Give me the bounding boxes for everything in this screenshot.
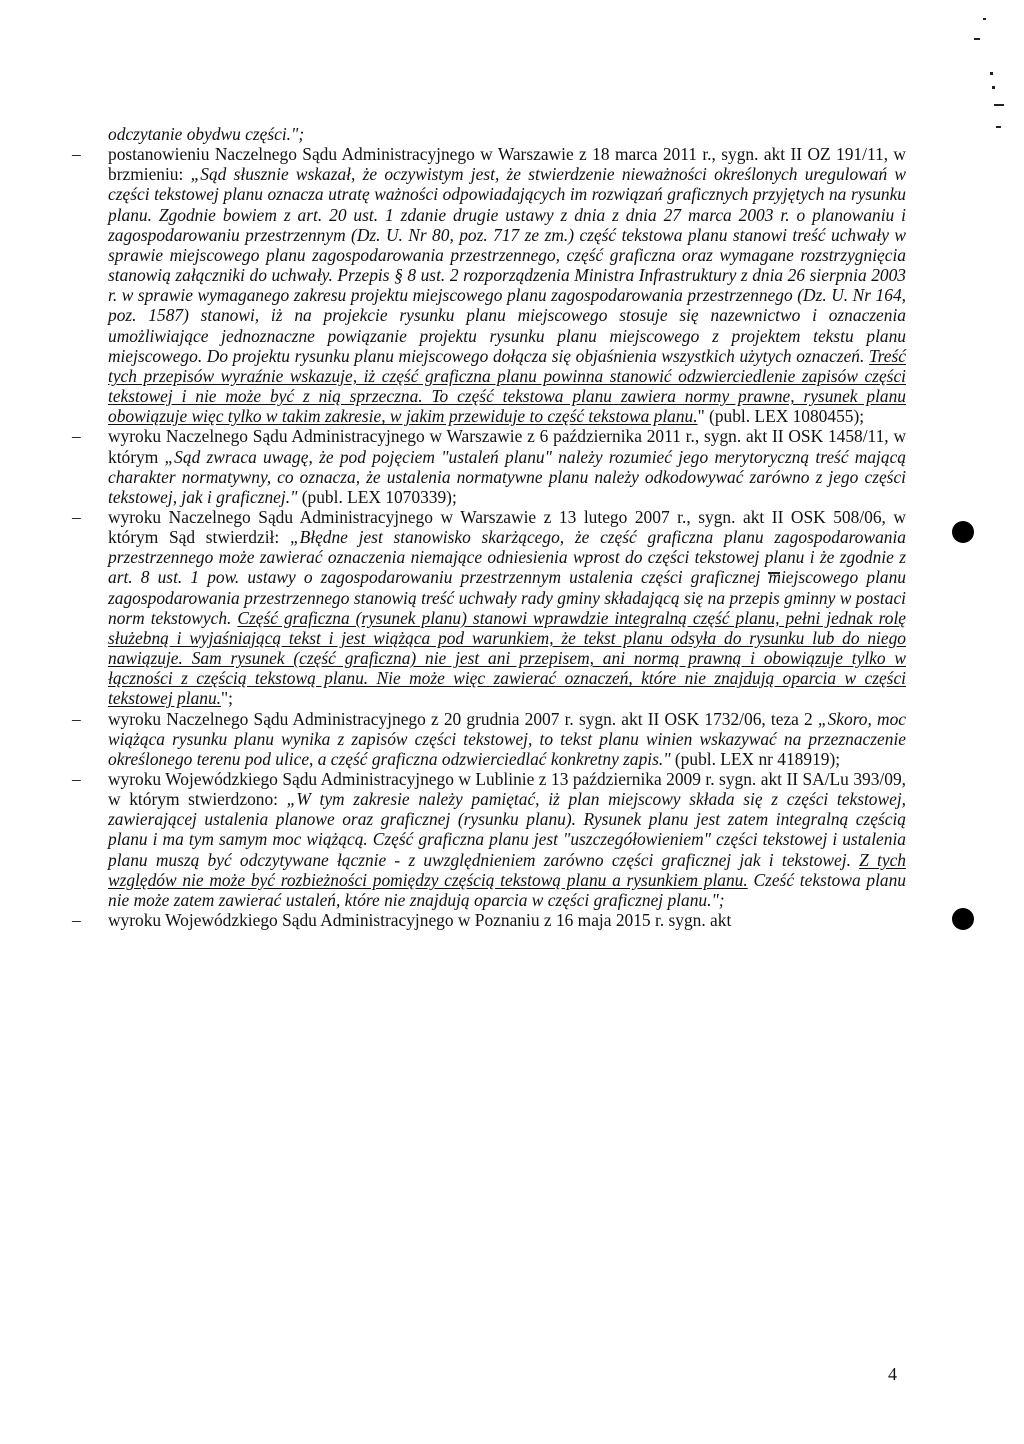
citation-text: "; <box>221 688 233 709</box>
quoted-text: „W tym zakresie należy pamiętać, iż plan miejscowy składa się z części tekstowej, zawierającej ustalenia planowe oraz graficznej (rysunku planu). Rysunek planu jest zatem integralną częścią planu i ma tym samym moc wiążącą. Część graficzna planu jest "uszczegółowieniem" części tekstowej i ustalenia planu muszą być odczytywane łącznie - z uwzględnieniem zarówno części graficznej jak i tekstowej. <box>108 789 906 870</box>
citation-text: (publ. LEX 1070339); <box>297 486 457 507</box>
scan-speck <box>994 104 1004 106</box>
scan-speck <box>974 38 980 40</box>
citation-text: wyroku Wojewódzkiego Sądu Administracyjnego w Poznaniu z 16 maja 2015 r. sygn. akt <box>108 910 732 931</box>
underlined-quote: Treść tych przepisów wyraźnie wskazuje, iż część graficzna planu powinna stanowić odzwierciedlenie zapisów części tekstowej i nie może być z nią sprzeczna. To część tekstowa planu zawiera normy prawne, rysunek planu obowiązuje więc tylko w takim zakresie, w jakim przewiduje to część tekstowa planu. <box>108 345 906 427</box>
quoted-text: „Sąd zwraca uwagę, że pod pojęciem "ustaleń planu" należy rozumieć jego merytoryczną treść mającą charakter normatywny, co oznacza, że ustalenia normatywne planu należy odkodowywać zarówno z jego części tekstowej, jak i graficznej." <box>108 446 906 507</box>
page-number: 4 <box>888 1364 897 1384</box>
citation-item <box>72 708 906 769</box>
citation-text: postanowieniu Naczelnego Sądu Administracyjnego w Warszawie z 18 marca 2011 r., sygn. akt II OZ 191/11, w brzmieniu: <box>108 144 906 185</box>
citation-text: " (publ. LEX 1080455); <box>697 406 865 427</box>
citation-text: wyroku Naczelnego Sądu Administracyjnego w Warszawie z 13 lutego 2007 r., sygn. akt II OSK 508/06, w którym Sąd stwierdził: <box>108 506 906 548</box>
scan-speck <box>990 72 993 75</box>
quoted-text: „Błędne jest stanowisko skarżącego, że część graficzna planu zagospodarowania przestrzennego może zawierać oznaczenia niemające odniesienia wprost do części tekstowej planu i że zgodnie z art. 8 ust. 1 pow. ustawy o zagospodarowaniu przestrzennym ustalenia części graficznej miejscowego planu zagospodarowania przestrzennego stanowią treść uchwały rady gminy składającą się na przepis gminny w postaci norm tekstowych. <box>108 527 907 628</box>
citation-list <box>72 144 907 931</box>
quoted-text: „Skoro, moc wiążąca rysunku planu wynika z zapisów części tekstowej, to tekst planu winien wskazywać na przeznaczenie określonego terenu pod ulice, a część graficzna odzwierciedlać konkretny zapis." <box>108 708 906 769</box>
citation-item <box>72 426 906 507</box>
punch-hole-dot <box>952 908 974 930</box>
list-dash: – <box>72 144 81 165</box>
scan-speck <box>992 86 995 89</box>
citation-text: wyroku Wojewódzkiego Sądu Administracyjnego w Lublinie z 13 października 2009 r. sygn. akt II SA/Lu 393/09, w którym stwierdzono: <box>108 769 906 810</box>
quoted-text: „Sąd słusznie wskazał, że oczywistym jest, że stwierdzenie nieważności określonych uregulowań w części tekstowej planu oznacza utratę ważności odpowiadających im rozwiązań graficznych przyjętych na rysunku planu. Zgodnie bowiem z art. 20 ust. 1 zdanie drugie ustawy z dnia z dnia 27 marca 2003 r. o planowaniu i zagospodarowaniu przestrzennym (Dz. U. Nr 80, poz. 717 ze zm.) część tekstowa planu stanowi treść uchwały w sprawie miejscowego planu zagospodarowania przestrzennego, część graficzna oraz wymagane rozstrzygnięcia stanowią załączniki do uchwały. Przepis § 8 ust. 2 rozporządzenia Ministra Infrastruktury z dnia 26 sierpnia 2003 r. w sprawie wymaganego zakresu projektu miejscowego planu zagospodarowania przestrzennego (Dz. U. Nr 164, poz. 1587) stanowi, iż na projekcie rysunku planu miejscowego stosuje się nazewnictwo i oznaczenia umożliwiające jednoznaczne powiązanie projektu rysunku planu miejscowego z projektem tekstu planu miejscowego. Do projektu rysunku planu miejscowego dołącza się objaśnienia wszystkich użytych oznaczeń. <box>108 164 907 366</box>
list-dash: – <box>72 426 81 447</box>
quoted-text: Cześć tekstowa planu nie może zatem zawierać ustaleń, które nie znajdują oparcia w części graficznej planu."; <box>108 869 906 910</box>
citation-item <box>72 910 906 931</box>
document-body <box>72 124 907 931</box>
list-dash: – <box>72 506 81 527</box>
underlined-quote: Część graficzna (rysunek planu) stanowi wprawdzie integralną część planu, pełni jednak rolę służebną i wyjaśniającą tekst i jest wiążąca pod warunkiem, że tekst planu odsyła do rysunku lub do niego nawiązuje. Sam rysunek (część graficzna) nie jest ani przepisem, ani normą prawną i obowiązuje tylko w łączności z częścią tekstową planu. Nie może więc zawierać oznaczeń, które nie znajdują oparcia w części tekstowej planu. <box>108 607 907 709</box>
citation-item <box>72 144 907 427</box>
underlined-quote: Z tych względów nie może być rozbieżności pomiędzy częścią tekstową planu a rysunkiem planu. <box>108 849 906 890</box>
citation-item <box>72 506 907 709</box>
citation-item <box>72 769 906 910</box>
citation-text: wyroku Naczelnego Sądu Administracyjnego w Warszawie z 6 października 2011 r., sygn. akt II OSK 1458/11, w którym <box>108 426 906 467</box>
list-dash: – <box>72 910 81 931</box>
punch-hole-dot <box>952 521 974 543</box>
list-dash: – <box>72 769 81 789</box>
scan-speck <box>996 126 1001 128</box>
list-dash: – <box>72 708 81 729</box>
citation-text: (publ. LEX nr 418919); <box>670 748 841 769</box>
scan-speck <box>983 18 986 20</box>
intro-line: odczytanie obydwu części."; <box>108 124 305 144</box>
citation-text: wyroku Naczelnego Sądu Administracyjnego z 20 grudnia 2007 r. sygn. akt II OSK 1732/06, teza 2 <box>108 708 818 729</box>
